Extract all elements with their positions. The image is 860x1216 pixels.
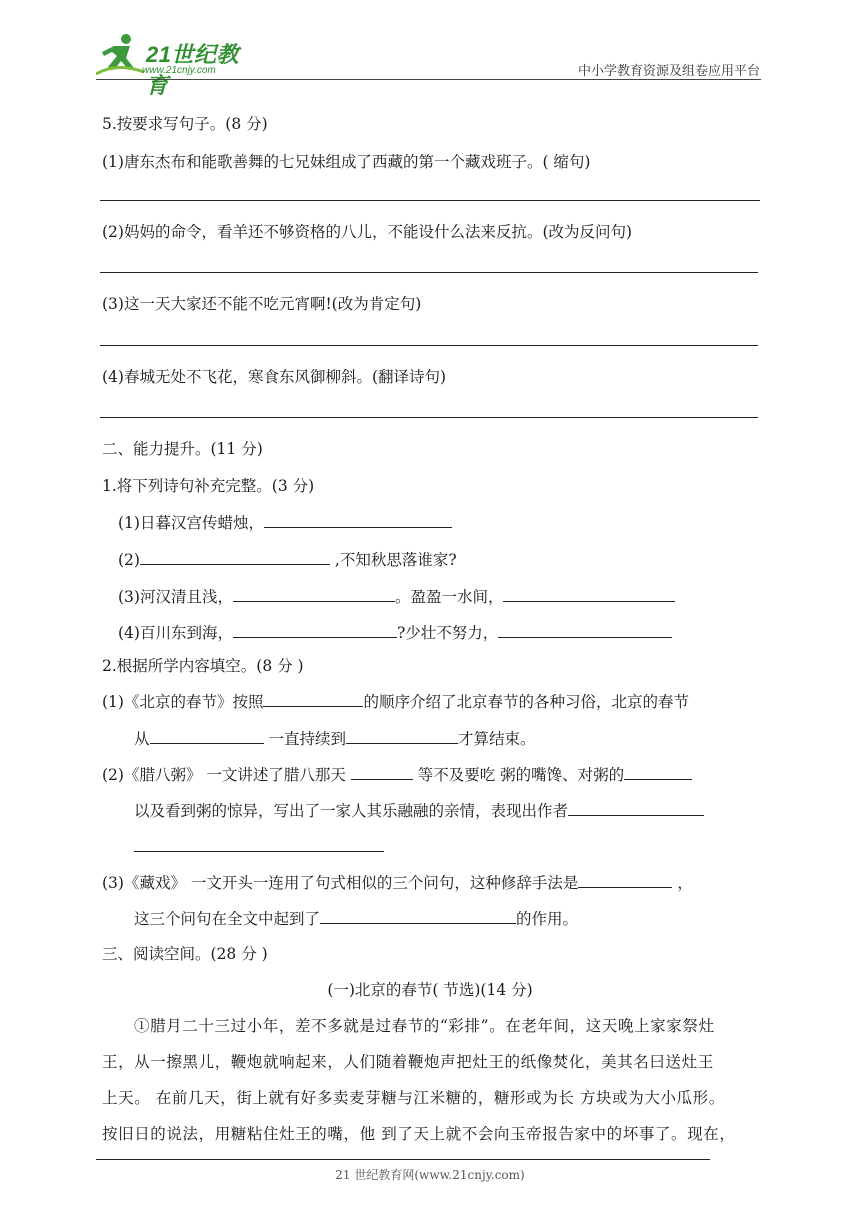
passage-line-3: 上天。 在前几天，街上就有好多卖麦芽糖与江米糖的，糖形或为长 方块或为大小瓜形。: [102, 1089, 725, 1107]
poem-3-text-a: (3)河汉清且浅，: [118, 588, 233, 606]
logo-text: 21世纪教育: [146, 42, 239, 98]
poem-3: [118, 585, 675, 607]
passage-line-2: 王，从一擦黑儿，鞭炮就响起来，人们随着鞭炮声把灶王的纸像焚化，美其名曰送灶王: [102, 1053, 714, 1071]
s2-q1-title: 1.将下列诗句补充完整。(3 分): [102, 477, 315, 495]
q5-item-1: (1)唐东杰布和能歌善舞的七兄妹组成了西藏的第一个藏戏班子。( 缩句): [102, 153, 591, 171]
poem-1: [118, 511, 452, 533]
q2-3-text-d: 的作用。: [516, 910, 579, 928]
q2-1-text-e: 才算结束。: [457, 730, 536, 748]
q5-title: 5.按要求写句子。(8 分): [102, 115, 268, 133]
answer-line-2[interactable]: [100, 272, 758, 273]
poem-2: [118, 548, 457, 570]
q5-item-3: (3)这一天大家还不能不吃元宵啊!(改为肯定句): [102, 295, 422, 313]
footer-text: 21 世纪教育网(www.21cnjy.com): [335, 1168, 525, 1182]
q2-1-blank-2[interactable]: [150, 727, 264, 744]
s2-q2-title: 2.根据所学内容填空。(8 分 ): [102, 657, 304, 675]
q2-3-line-2: [134, 907, 578, 929]
q2-3-blank-2[interactable]: [320, 907, 516, 924]
poem-1-blank[interactable]: [264, 511, 452, 528]
answer-line-1[interactable]: [100, 200, 760, 201]
footer-divider: [96, 1159, 710, 1160]
q2-1-blank-3[interactable]: [346, 727, 458, 744]
passage-line-1: ①腊月二十三过小年，差不多就是过春节的“彩排”。在老年间，这天晚上家家祭灶: [134, 1017, 715, 1035]
poem-4-text-b: ?少壮不努力，: [396, 624, 499, 642]
q2-2-text-b: 等不及要吃 粥的嘴馋、对粥的: [412, 766, 625, 784]
poem-4-text-a: (4)百川东到海，: [118, 624, 233, 642]
q2-3-text-c: 这三个问句在全文中起到了: [134, 910, 321, 928]
answer-line-4[interactable]: [100, 417, 758, 418]
header-divider: [96, 79, 761, 80]
q2-1-text-c: 从: [134, 730, 150, 748]
q2-1-text-b: 的顺序介绍了北京春节的各种习俗，北京的春节: [363, 693, 689, 711]
logo-url: www.21cnjy.com: [142, 65, 216, 76]
passage-title: (一)北京的春节( 节选)(14 分): [327, 981, 533, 999]
q2-3-blank-1[interactable]: [578, 871, 672, 888]
q2-2-text-c: 以及看到粥的惊异，写出了一家人其乐融融的亲情，表现出作者: [134, 802, 569, 820]
platform-name: 中小学教育资源及组卷应用平台: [577, 64, 760, 79]
poem-4-blank-1[interactable]: [233, 621, 397, 638]
q2-2-line-2: [134, 799, 704, 821]
q2-1-line-2: [134, 727, 535, 749]
q2-1-text-d: 一直持续到: [263, 730, 346, 748]
section3-title: 三、阅读空间。(28 分 ): [102, 945, 268, 963]
q2-2-line-1: [102, 763, 692, 785]
passage-line-4: 按旧日的说法，用糖粘住灶王的嘴，他 到了天上就不会向玉帝报告家中的坏事了。现在，: [102, 1125, 736, 1143]
q5-item-2: (2)妈妈的命令，看羊还不够资格的八儿，不能设什么法来反抗。(改为反问句): [102, 223, 633, 241]
q2-2-blank-3[interactable]: [568, 799, 704, 816]
poem-1-text: (1)日暮汉宫传蜡烛，: [118, 514, 264, 532]
poem-3-text-b: 。盈盈一水间，: [394, 588, 504, 606]
poem-4-blank-2[interactable]: [498, 621, 672, 638]
poem-3-blank-2[interactable]: [503, 585, 675, 602]
poem-3-blank-1[interactable]: [233, 585, 395, 602]
q2-1-blank-1[interactable]: [263, 690, 363, 707]
poem-4: [118, 621, 672, 643]
section2-title: 二、能力提升。(11 分): [102, 440, 263, 458]
answer-line-3[interactable]: [100, 345, 758, 346]
q2-1-text-a: (1)《北京的春节》按照: [102, 693, 264, 711]
poem-2-blank[interactable]: [140, 548, 330, 565]
q2-2-text-a: (2)《腊八粥》 一文讲述了腊八那天: [102, 766, 351, 784]
logo: [96, 32, 261, 98]
q2-3-line-1: [102, 871, 693, 893]
q2-1-line-1: [102, 690, 689, 712]
runner-logo-icon: [96, 32, 148, 80]
poem-2-prefix: (2): [118, 551, 140, 569]
q2-3-text-b: ，: [672, 874, 693, 892]
q2-3-text-a: (3)《藏戏》 一文开头一连用了句式相似的三个问句，这种修辞手法是: [102, 874, 579, 892]
q5-item-4: (4)春城无处不飞花，寒食东风御柳斜。(翻译诗句): [102, 368, 447, 386]
q2-2-blank-1[interactable]: [351, 763, 413, 780]
poem-2-text: ,不知秋思落谁家?: [329, 551, 457, 569]
q2-2-blank-2[interactable]: [624, 763, 692, 780]
q2-2-blank-4[interactable]: [134, 851, 384, 852]
